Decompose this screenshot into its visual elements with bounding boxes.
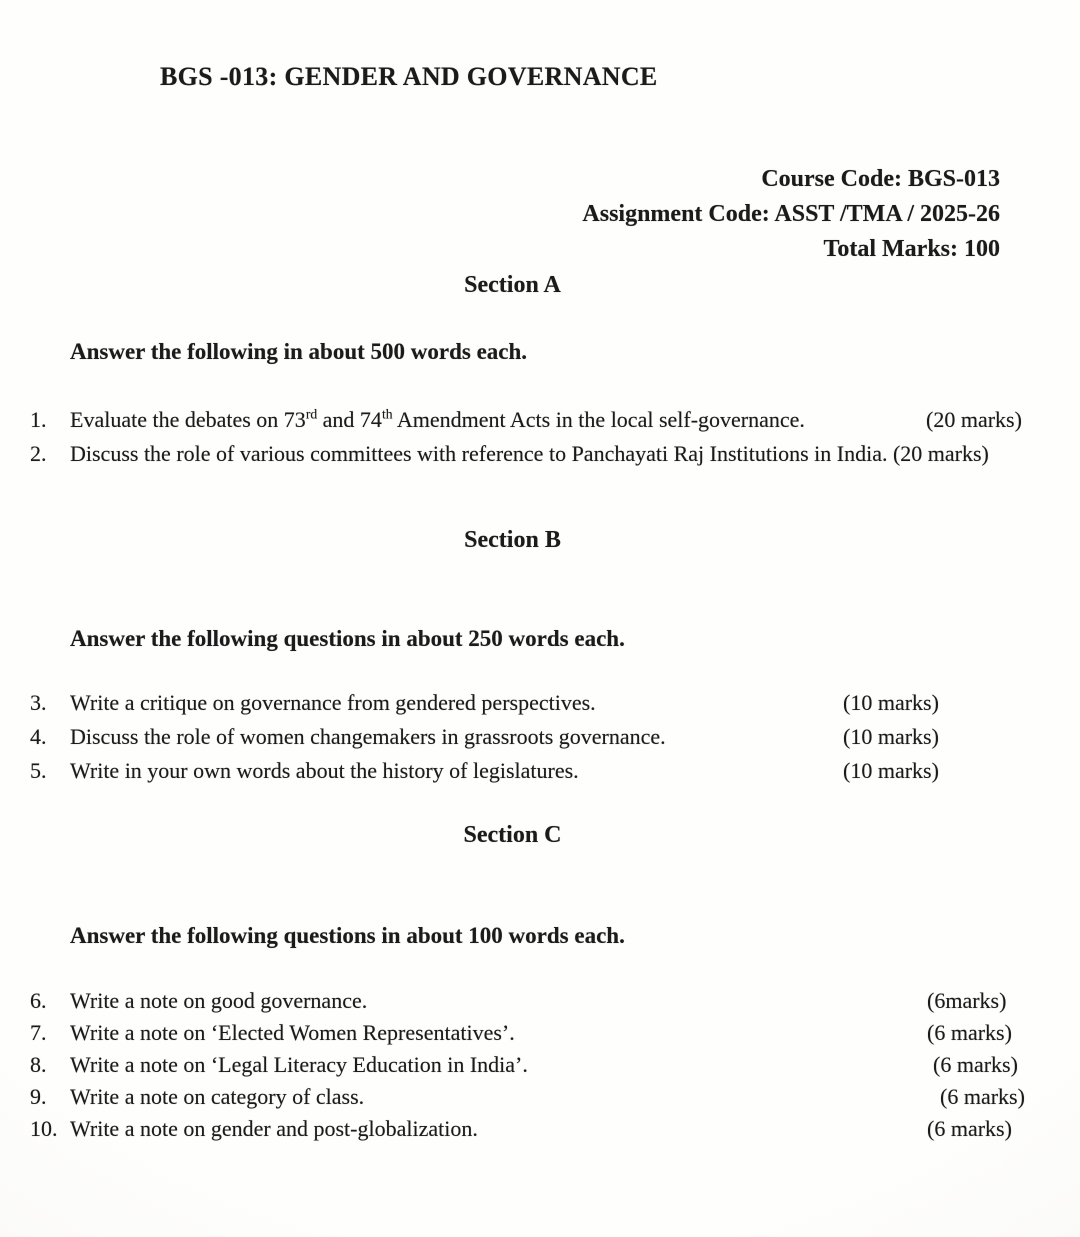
- question-9-row: [30, 1081, 1050, 1113]
- question-1-text: [70, 403, 926, 437]
- question-7-row: [30, 1017, 1050, 1049]
- section-b-instruction: Answer the following questions in about 250 words each.: [70, 626, 625, 651]
- question-3-text: Write a critique on governance from gendered perspectives.: [70, 690, 596, 715]
- question-7-text: Write a note on ‘Elected Women Representatives’.: [70, 1020, 515, 1045]
- section-c-instruction: Answer the following questions in about 100 words each.: [70, 923, 625, 948]
- question-4-row: [30, 720, 1050, 754]
- section-c-question-list: [0, 985, 1080, 1145]
- course-code: Course Code: BGS-013: [761, 166, 1000, 192]
- question-9-number: 9.: [30, 1084, 47, 1109]
- ordinal-superscript: rd: [305, 406, 318, 422]
- question-1-text-part: Amendment Acts in the local self-governance.: [392, 407, 805, 432]
- question-1-marks: (20 marks): [926, 407, 1022, 432]
- question-10-text: Write a note on gender and post-globalization.: [70, 1116, 478, 1141]
- question-6-number: 6.: [30, 988, 47, 1013]
- question-5-number: 5.: [30, 758, 47, 783]
- question-5-row: [30, 754, 1050, 788]
- question-4-number: 4.: [30, 724, 47, 749]
- question-1-text-part: Evaluate the debates on 73: [70, 407, 306, 432]
- question-2-number: 2.: [30, 441, 47, 466]
- question-8-row: [30, 1049, 1050, 1081]
- section-b-question-list: [0, 686, 1080, 788]
- question-9-text: Write a note on category of class.: [70, 1084, 365, 1109]
- question-9-marks: (6 marks): [940, 1084, 1025, 1109]
- question-2-marks: (20 marks): [892, 441, 989, 466]
- section-a-instruction: Answer the following in about 500 words each.: [70, 339, 528, 364]
- question-7-number: 7.: [30, 1020, 47, 1045]
- question-6-text: Write a note on good governance.: [70, 988, 368, 1013]
- question-8-marks: (6 marks): [933, 1052, 1018, 1077]
- question-4-marks: (10 marks): [843, 724, 939, 749]
- question-6-marks: (6marks): [927, 988, 1007, 1013]
- question-4-text: Discuss the role of women changemakers in grassroots governance.: [70, 724, 666, 749]
- section-b-heading: Section B: [464, 527, 561, 553]
- section-a-question-list: [0, 403, 1080, 471]
- question-2-row: [30, 437, 1050, 471]
- ordinal-superscript: th: [381, 406, 393, 422]
- question-3-row: [30, 686, 1050, 720]
- question-1-text-part: and 74: [317, 407, 382, 432]
- question-1-number: 1.: [30, 407, 47, 432]
- total-marks: Total Marks: 100: [823, 236, 1000, 262]
- document-title: BGS -013: GENDER AND GOVERNANCE: [160, 62, 658, 91]
- question-10-marks: (6 marks): [927, 1116, 1012, 1141]
- question-6-row: [30, 985, 1050, 1017]
- question-10-number: 10.: [30, 1116, 58, 1141]
- document-content: [0, 62, 1080, 1145]
- question-10-row: [30, 1113, 1050, 1145]
- section-a-heading: Section A: [464, 272, 561, 298]
- question-3-marks: (10 marks): [843, 690, 939, 715]
- header-info-block: [0, 162, 1080, 267]
- question-3-number: 3.: [30, 690, 47, 715]
- question-2-text-part: Discuss the role of various committees with reference to Panchayati Raj Institutions in India.: [70, 441, 888, 466]
- question-8-text: Write a note on ‘Legal Literacy Education in India’.: [70, 1052, 528, 1077]
- question-2-text: [70, 437, 1050, 471]
- question-7-marks: (6 marks): [927, 1020, 1012, 1045]
- question-5-marks: (10 marks): [843, 758, 939, 783]
- assignment-code: Assignment Code: ASST /TMA / 2025-26: [582, 201, 1000, 227]
- question-5-text: Write in your own words about the history of legislatures.: [70, 758, 579, 783]
- section-c-heading: Section C: [463, 822, 562, 848]
- question-1-row: [30, 403, 1050, 437]
- question-8-number: 8.: [30, 1052, 47, 1077]
